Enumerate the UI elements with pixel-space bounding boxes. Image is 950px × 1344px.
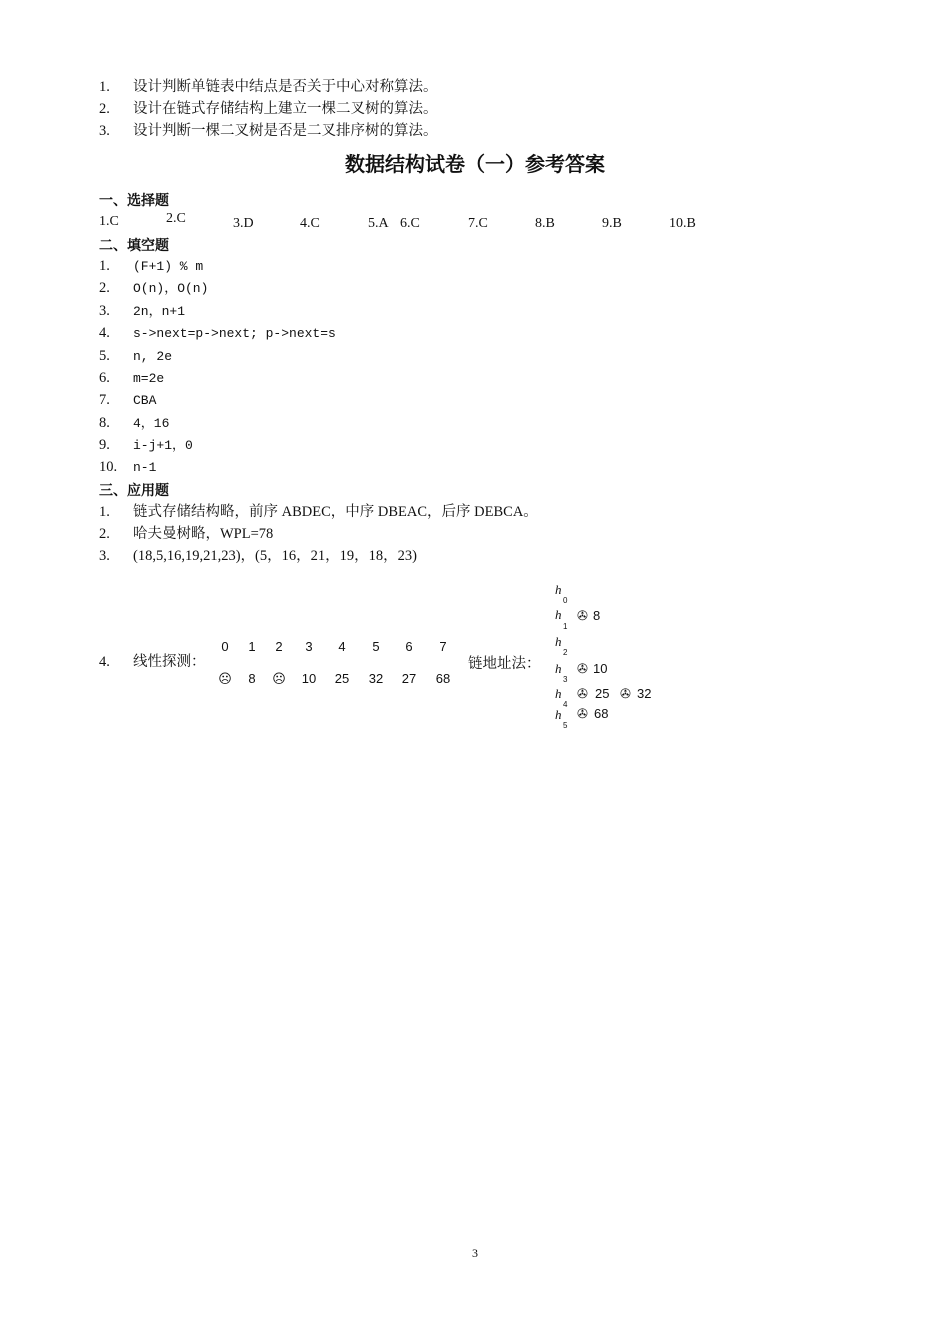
page-number: 3 xyxy=(472,1246,478,1260)
answer-text: 2n，n+1 xyxy=(133,304,186,319)
answer-number: 2. xyxy=(99,280,110,296)
arrow-icon: ✇ xyxy=(577,661,588,676)
table-index: 7 xyxy=(439,639,447,654)
answer-number: 8. xyxy=(99,415,110,431)
question-text: 设计判断单链表中结点是否关于中心对称算法。 xyxy=(133,79,438,95)
h-symbol: h xyxy=(555,686,562,701)
fill-answer xyxy=(99,279,208,298)
chain-value: 32 xyxy=(637,686,652,701)
choice-answer: 2.C xyxy=(166,211,186,226)
answer-text: s->next=p->next; p->next=s xyxy=(133,326,336,341)
answer-number: 5. xyxy=(99,348,110,364)
apply-answer xyxy=(99,547,417,565)
answer-text: 链式存储结构略，前序 ABDEC，中序 DBEAC，后序 DEBCA。 xyxy=(133,504,538,520)
fill-answer xyxy=(99,436,193,455)
fill-answer xyxy=(99,369,164,388)
answer-number: 3. xyxy=(99,303,110,319)
apply-answer xyxy=(99,503,538,521)
answer-text: 4，16 xyxy=(133,416,170,431)
section-heading-fill: 二、填空题 xyxy=(99,238,169,254)
choice-answer: 7.C xyxy=(468,216,488,231)
fill-answer xyxy=(99,414,169,433)
answer-text: 哈夫曼树略，WPL=78 xyxy=(133,526,274,542)
fill-answer xyxy=(99,302,185,321)
question-number: 1. xyxy=(99,79,110,95)
answer-text: (18,5,16,19,21,23)，(5，16，21，19，18，23) xyxy=(133,548,417,564)
answer-text: n, 2e xyxy=(133,349,173,364)
question-3 xyxy=(99,122,438,140)
choice-answer: 10.B xyxy=(669,216,696,231)
table-index: 5 xyxy=(372,639,380,654)
h-symbol: h xyxy=(555,707,562,722)
choice-answer: 9.B xyxy=(602,216,622,231)
answer-number: 1. xyxy=(99,504,110,520)
fill-answer xyxy=(99,257,203,276)
choice-answer: 5.A xyxy=(368,216,389,231)
chain-value: 25 xyxy=(595,686,610,701)
arrow-icon: ✇ xyxy=(577,608,588,623)
table-value: 25 xyxy=(334,671,350,686)
answer-number: 10. xyxy=(99,459,118,475)
answer-number: 1. xyxy=(99,258,110,274)
h-subscript: 5 xyxy=(563,721,568,730)
fill-answer xyxy=(99,391,156,410)
table-index: 2 xyxy=(275,639,283,654)
h-subscript: 2 xyxy=(563,648,568,657)
choice-answer: 4.C xyxy=(300,216,320,231)
answer-number: 4. xyxy=(99,654,110,670)
choice-answer: 6.C xyxy=(400,216,420,231)
answer-text: O(n)，O(n) xyxy=(133,281,209,296)
section-heading-choice: 一、选择题 xyxy=(99,193,169,209)
table-value: 10 xyxy=(301,671,317,686)
fill-answer xyxy=(99,324,336,343)
linear-probing-label: 线性探测： xyxy=(133,654,206,670)
answer-text: i-j+1，0 xyxy=(133,438,193,453)
arrow-icon: ✇ xyxy=(577,686,588,701)
page-title: 数据结构试卷（一）参考答案 xyxy=(345,152,605,176)
chain-value: 8 xyxy=(593,608,601,623)
answer-text: m=2e xyxy=(133,371,165,386)
question-text: 设计判断一棵二叉树是否是二叉排序树的算法。 xyxy=(133,123,438,139)
table-value: 32 xyxy=(368,671,384,686)
fill-answer xyxy=(99,458,156,477)
answer-text: (F+1) % m xyxy=(133,259,204,274)
apply-answer xyxy=(99,525,273,543)
h-symbol: h xyxy=(555,661,562,676)
answer-number: 4. xyxy=(99,325,110,341)
h-subscript: 1 xyxy=(563,622,568,631)
answer-number: 7. xyxy=(99,392,110,408)
answer-text: CBA xyxy=(133,393,157,408)
chain-value: 68 xyxy=(594,706,609,721)
arrow-icon: ✇ xyxy=(620,686,631,701)
choice-answer: 1.C xyxy=(99,214,119,229)
h-subscript: 4 xyxy=(563,700,568,709)
table-index: 1 xyxy=(248,639,256,654)
apply-answer-4 xyxy=(99,653,206,671)
chain-value: 10 xyxy=(593,661,608,676)
fill-answer xyxy=(99,347,172,366)
h-symbol: h xyxy=(555,634,562,649)
table-value: ☹ xyxy=(218,671,232,686)
h-symbol: h xyxy=(555,607,562,622)
table-value: 68 xyxy=(435,671,451,686)
table-index: 6 xyxy=(405,639,413,654)
question-1 xyxy=(99,78,438,96)
table-index: 4 xyxy=(338,639,346,654)
h-subscript: 0 xyxy=(563,596,568,605)
h-symbol: h xyxy=(555,582,562,597)
h-subscript: 3 xyxy=(563,675,568,684)
choice-answer: 3.D xyxy=(233,216,254,231)
table-value: 27 xyxy=(401,671,417,686)
question-number: 3. xyxy=(99,123,110,139)
answer-number: 2. xyxy=(99,526,110,542)
answer-number: 3. xyxy=(99,548,110,564)
question-text: 设计在链式存储结构上建立一棵二叉树的算法。 xyxy=(133,101,438,117)
choice-answer: 8.B xyxy=(535,216,555,231)
table-index: 0 xyxy=(221,639,229,654)
table-value: ☹ xyxy=(272,671,286,686)
table-index: 3 xyxy=(305,639,313,654)
section-heading-apply: 三、应用题 xyxy=(99,483,169,499)
arrow-icon: ✇ xyxy=(577,706,588,721)
answer-number: 9. xyxy=(99,437,110,453)
answer-number: 6. xyxy=(99,370,110,386)
table-value: 8 xyxy=(248,671,256,686)
answer-text: n-1 xyxy=(133,460,157,475)
question-number: 2. xyxy=(99,101,110,117)
question-2 xyxy=(99,100,438,118)
chain-address-label: 链地址法： xyxy=(468,656,541,672)
